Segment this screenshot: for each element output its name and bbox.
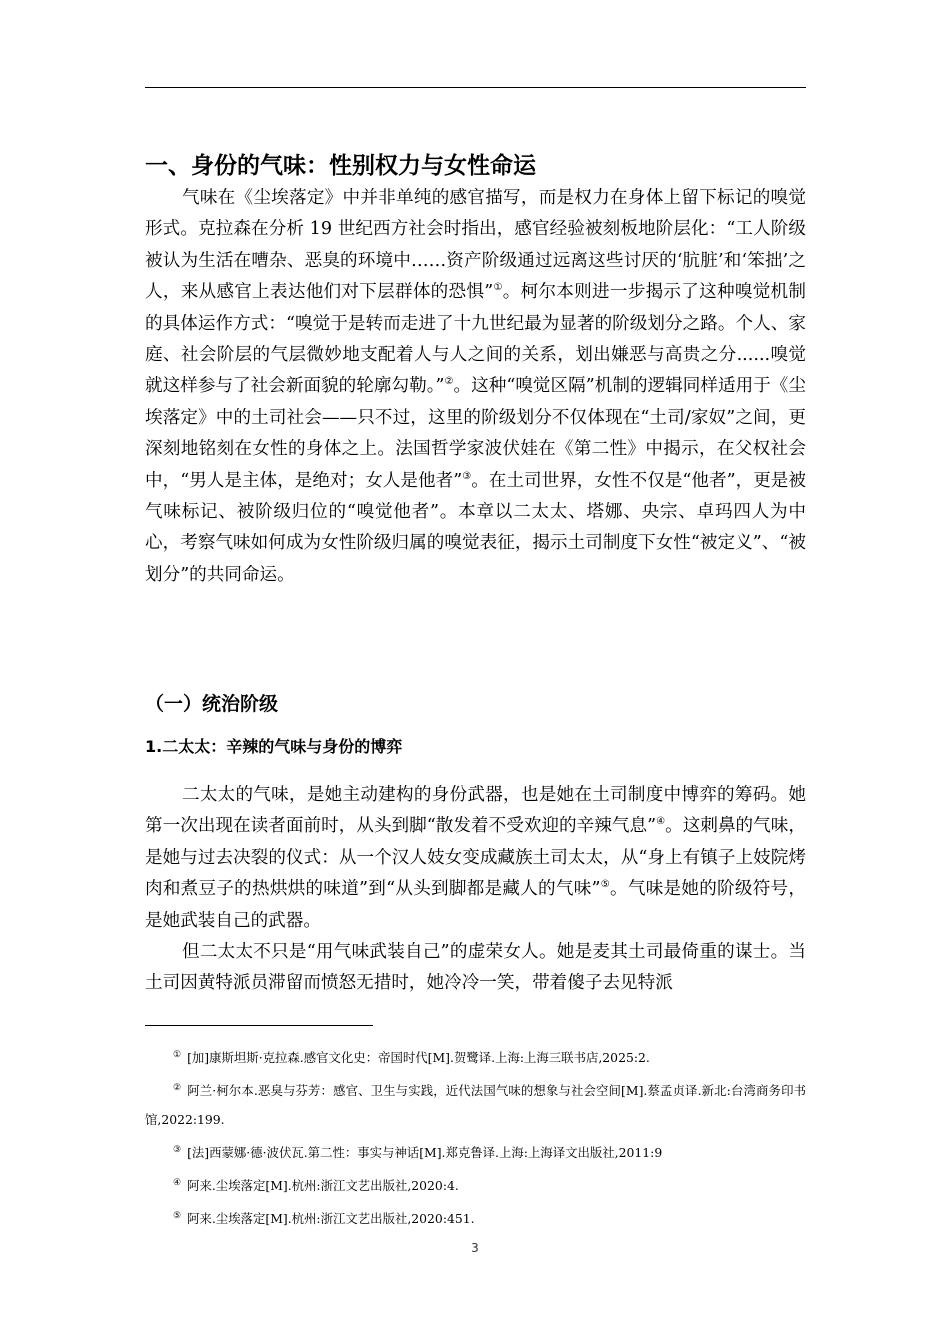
footnote-5 [145, 1204, 806, 1233]
footnotes [145, 1043, 806, 1237]
footnote-mark: ③ [173, 1144, 182, 1155]
footnote-ref-5[interactable]: ⑤ [600, 879, 611, 891]
footnote-mark: ② [173, 1082, 182, 1093]
footnote-text: 阿兰·柯尔本.恶臭与芬芳：感官、卫生与实践，近代法国气味的想象与社会空间[M].蔡孟贞译.新北:台湾商务印书馆,2022:199. [145, 1083, 806, 1127]
footnote-text: 阿来.尘埃落定[M].杭州:浙江文艺出版社,2020:451. [187, 1211, 475, 1226]
footnote-text: [加]康斯坦斯·克拉森.感官文化史：帝国时代[M].贺鹭译.上海:上海三联书店,2025:2. [187, 1050, 650, 1065]
intro-text-4: 。在土司世界，女性不仅是“他者”，更是被气味标记、被阶级归位的“嗅觉他者”。本章以二太太、塔娜、央宗、卓玛四人为中心，考察气味如何成为女性阶级归属的嗅觉表征，揭示土司制度下女性“被定义”、“被划分”的共同命运。 [145, 470, 806, 585]
footnote-ref-2[interactable]: ② [444, 376, 454, 388]
footnote-2 [145, 1076, 806, 1134]
chapter-title: 一、身份的气味：性别权力与女性命运 [145, 153, 536, 179]
intro-text-3: 。这种“嗅觉区隔”机制的逻辑同样适用于《尘埃落定》中的土司社会——只不过，这里的阶级划分不仅体现在“土司/家奴”之间，更深刻地铭刻在女性的身体之上。法国哲学家波伏娃在《第二性》中揭示，在父权社会中，“男人是主体，是绝对；女人是他者” [145, 376, 807, 491]
body-text-3: 。气味是她的阶级符号，是她武装自己的武器。 [145, 879, 806, 931]
footnote-ref-1[interactable]: ① [493, 282, 503, 294]
header-rule [145, 87, 806, 88]
body-paragraph-2: 但二太太不只是“用气味武装自己”的虚荣女人。她是麦其土司最倚重的谋士。当土司因黄特派员滞留而愤怒无措时，她冷冷一笑，带着傻子去见特派 [145, 942, 806, 994]
footnote-1 [145, 1043, 806, 1072]
body-text-2: 。这刺鼻的气味，是她与过去决裂的仪式：从一个汉人妓女变成藏族土司太太，从“身上有镇子上妓院烤肉和煮豆子的热烘烘的味道”到“从头到脚都是藏人的气味” [145, 816, 806, 900]
footnote-3 [145, 1138, 806, 1167]
footnote-ref-4[interactable]: ④ [656, 816, 666, 828]
intro-paragraph [145, 183, 806, 591]
footnote-mark: ① [173, 1049, 182, 1060]
intro-text-1: 气味在《尘埃落定》中并非单纯的感官描写，而是权力在身体上留下标记的嗅觉形式。克拉森在分析 19 世纪西方社会时指出，感官经验被刻板地阶层化：“工人阶级被认为生活在嘈杂、恶臭的环境中……资产阶级通过远离这些讨厌的‘肮脏’和‘笨拙’之人，来从感官上表达他们对下层群体的恐惧” [145, 188, 806, 303]
body-paragraph-1 [145, 780, 806, 937]
subsection-title: 1.二太太：辛辣的气味与身份的博弈 [145, 737, 403, 756]
footnote-mark: ④ [173, 1177, 182, 1188]
page-number: 3 [471, 1241, 479, 1255]
footnote-4 [145, 1171, 806, 1200]
intro-text-2: 。柯尔本则进一步揭示了这种嗅觉机制的具体运作方式：“嗅觉于是转而走进了十九世纪最为显著的阶级划分之路。个人、家庭、社会阶层的气层微妙地支配着人与人之间的关系，划出嫌恶与高贵之分......嗅觉就这样参与了社会新面貌的轮廓勾勒。” [145, 282, 806, 397]
footnote-text: 阿来.尘埃落定[M].杭州:浙江文艺出版社,2020:4. [187, 1178, 459, 1193]
section-title: （一）统治阶级 [145, 693, 279, 715]
body-text-1: 二太太的气味，是她主动建构的身份武器，也是她在土司制度中博弈的筹码。她第一次出现在读者面前时，从头到脚“散发着不受欢迎的辛辣气息” [145, 785, 806, 837]
footnote-text: [法]西蒙娜·德·波伏瓦.第二性：事实与神话[M].郑克鲁译.上海:上海译文出版社,2011:9 [187, 1145, 663, 1160]
footnote-mark: ⑤ [173, 1210, 182, 1221]
footnote-separator [145, 1025, 373, 1026]
footnote-ref-3[interactable]: ③ [462, 470, 472, 482]
